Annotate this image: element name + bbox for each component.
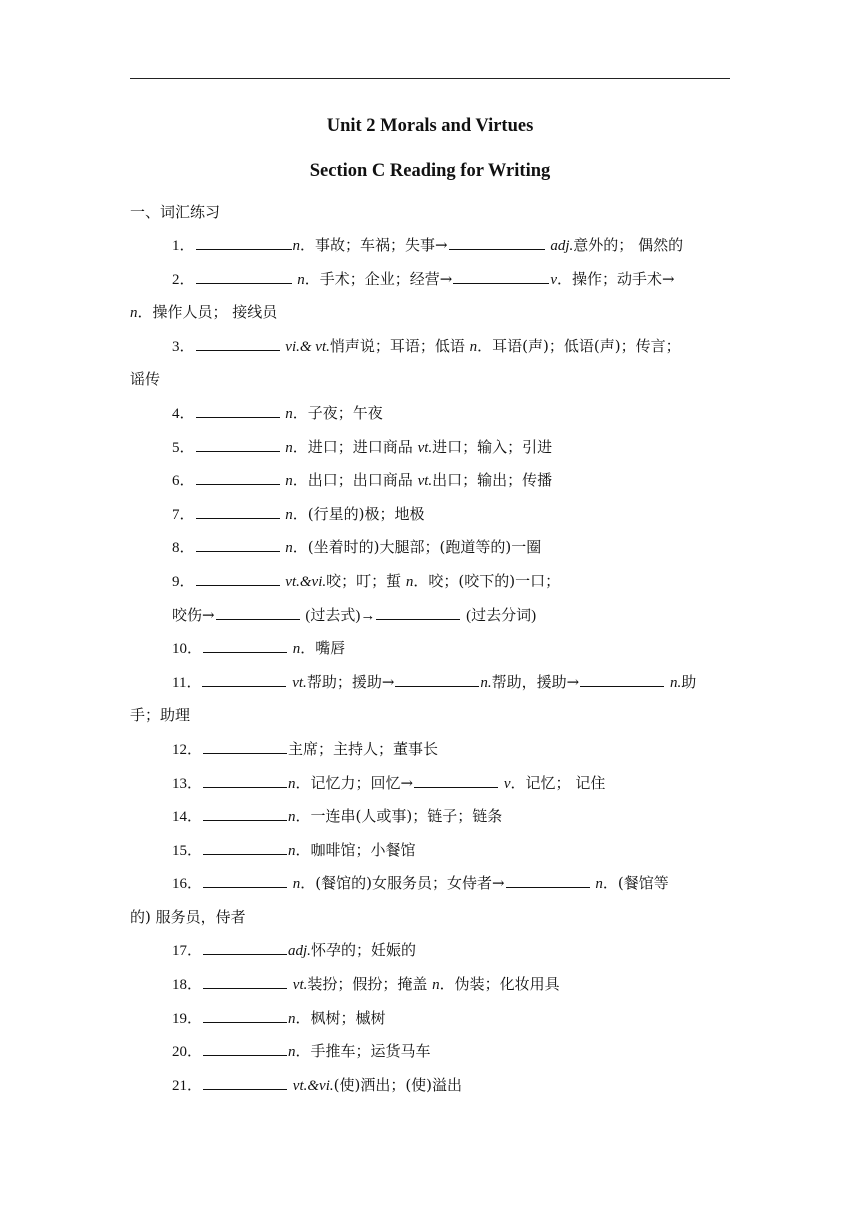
- answer-blank[interactable]: [203, 740, 287, 754]
- answer-blank[interactable]: [449, 236, 545, 250]
- vocab-item-11-cont: 手；助理: [130, 706, 191, 725]
- answer-blank[interactable]: [196, 404, 280, 418]
- answer-blank[interactable]: [506, 874, 590, 888]
- answer-blank[interactable]: [203, 1076, 287, 1090]
- vocab-item-18: 18． vt.装扮；假扮；掩盖 n．伪装；化妆用具: [172, 975, 560, 994]
- vocab-item-19: 19． n．枫树；槭树: [172, 1008, 386, 1027]
- answer-blank[interactable]: [203, 639, 287, 653]
- answer-blank[interactable]: [196, 505, 280, 519]
- top-rule: [130, 78, 730, 79]
- answer-blank[interactable]: [196, 337, 280, 351]
- vocab-item-3: 3． vi.& vt.悄声说；耳语；低语 n．耳语(声)；低语(声)；传言；: [172, 336, 681, 355]
- answer-blank[interactable]: [196, 471, 280, 485]
- answer-blank[interactable]: [202, 673, 286, 687]
- vocab-item-11: 11． vt.帮助；援助→ n.帮助，援助→ n.助: [172, 672, 697, 691]
- vocab-item-9: 9． vt.&vi.咬；叮；蜇 n．咬；(咬下的)一口；: [172, 571, 561, 590]
- answer-blank[interactable]: [203, 874, 287, 888]
- answer-blank[interactable]: [203, 1042, 287, 1056]
- vocab-item-21: 21． vt.&vi.(使)洒出；(使)溢出: [172, 1075, 463, 1094]
- page-title: Unit 2 Morals and Virtues: [326, 116, 534, 136]
- answer-blank[interactable]: [216, 606, 300, 620]
- answer-blank[interactable]: [196, 438, 280, 452]
- vocab-item-2-cont: n．操作人员； 接线员: [130, 303, 278, 322]
- answer-blank[interactable]: [196, 538, 280, 552]
- vocab-item-7: 7． n．(行星的)极；地极: [172, 504, 425, 523]
- answer-blank[interactable]: [203, 807, 287, 821]
- vocab-item-8: 8． n．(坐着时的)大腿部；(跑道等的)一圈: [172, 538, 542, 557]
- vocab-item-5: 5． n．进口；进口商品 vt.进口；输入；引进: [172, 437, 553, 456]
- vocab-item-16-cont: 的) 服务员，侍者: [130, 907, 246, 926]
- vocab-item-15: 15． n．咖啡馆；小餐馆: [172, 840, 416, 859]
- vocab-item-4: 4． n．子夜；午夜: [172, 403, 383, 422]
- answer-blank[interactable]: [203, 774, 287, 788]
- answer-blank[interactable]: [203, 841, 287, 855]
- vocab-item-16: 16． n．(餐馆的)女服务员；女侍者→ n．(餐馆等: [172, 874, 669, 893]
- answer-blank[interactable]: [414, 774, 498, 788]
- vocab-item-6: 6． n．出口；出口商品 vt.出口；输出；传播: [172, 471, 553, 490]
- answer-blank[interactable]: [453, 270, 549, 284]
- answer-blank[interactable]: [196, 270, 292, 284]
- page-subtitle: Section C Reading for Writing: [309, 161, 551, 181]
- vocab-item-13: 13． n．记忆力；回忆→ v．记忆； 记住: [172, 773, 606, 792]
- vocab-item-20: 20． n．手推车；运货马车: [172, 1042, 431, 1061]
- answer-blank[interactable]: [203, 941, 287, 955]
- vocab-item-14: 14． n．一连串(人或事)；链子；链条: [172, 807, 503, 826]
- vocab-list: [130, 229, 730, 1102]
- answer-blank[interactable]: [376, 606, 460, 620]
- vocab-item-12: 12． 主席；主持人；董事长: [172, 739, 439, 758]
- vocab-item-10: 10． n．嘴唇: [172, 639, 346, 658]
- vocab-item-17: 17． adj.怀孕的；妊娠的: [172, 941, 416, 960]
- answer-blank[interactable]: [580, 673, 664, 687]
- vocab-item-3-cont: 谣传: [130, 370, 161, 389]
- answer-blank[interactable]: [196, 236, 292, 250]
- vocab-item-1: 1． n．事故；车祸；失事→ adj.意外的； 偶然的: [172, 236, 684, 254]
- vocab-item-9-cont: 咬伤→ (过去式)→ (过去分词): [172, 605, 537, 624]
- vocab-item-2: 2． n．手术；企业；经营→ v．操作；动手术→: [172, 269, 675, 288]
- answer-blank[interactable]: [203, 1009, 287, 1023]
- answer-blank[interactable]: [203, 975, 287, 989]
- answer-blank[interactable]: [196, 572, 280, 586]
- answer-blank[interactable]: [395, 673, 479, 687]
- section-heading: 一、词汇练习: [130, 203, 221, 221]
